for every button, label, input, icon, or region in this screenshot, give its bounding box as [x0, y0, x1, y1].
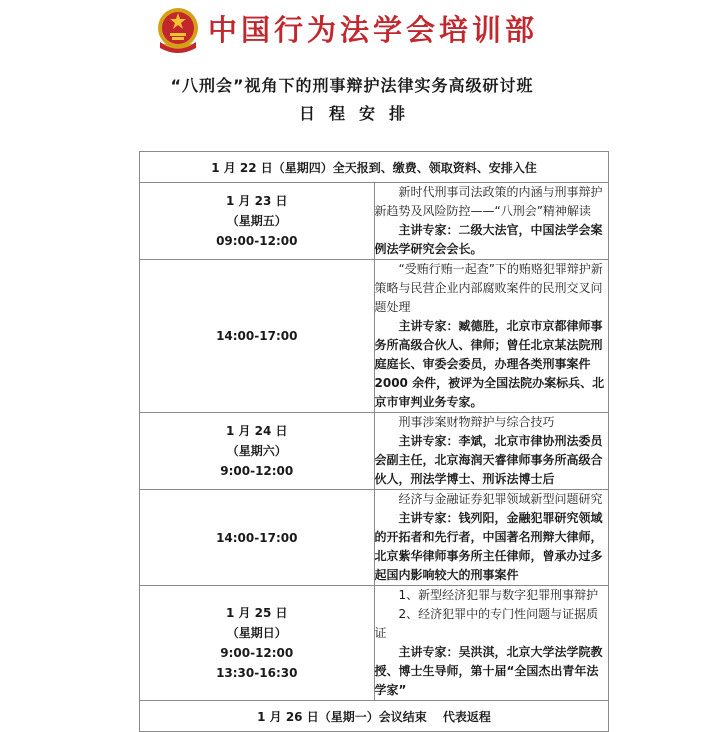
table-row: [140, 260, 609, 413]
weekday-label: （星期六）: [226, 444, 287, 458]
session-topic: 经济与金融证券犯罪领域新型问题研究: [398, 492, 603, 506]
session-cell: [374, 260, 609, 413]
table-row: [140, 152, 609, 183]
session-speaker: 主讲专家：李斌，北京市律协刑法委员会副主任，北京海润天睿律师事务所高级合伙人，刑法学博士、刑诉法博士后: [374, 434, 603, 486]
session-speaker: 主讲专家：吴洪淇，北京大学法学院教授、博士生导师，第十届“全国杰出青年法学家”: [374, 645, 603, 697]
table-row: [140, 701, 609, 732]
document-subtitle: 日程安排: [298, 104, 419, 123]
time-label: 9:00-12:00: [220, 646, 294, 660]
date-cell: [140, 413, 375, 490]
session-topic: 2、经济犯罪中的专门性问题与证据质证: [374, 607, 599, 640]
session-speaker: 主讲专家：臧德胜，北京市京都律师事务所高级合伙人、律师；曾任北京某法院刑庭庭长、审委会委员，办理各类刑事案件 2000 余件，被评为全国法院办案标兵、北京市审判业务专家。: [374, 319, 605, 409]
date-label: 1 月 25 日: [225, 606, 288, 620]
weekday-label: （星期五）: [226, 214, 287, 228]
session-topic: 新时代刑事司法政策的内涵与刑事辩护新趋势及风险防控——“八刑会”精神解读: [374, 185, 603, 218]
arrival-day-cell: 1 月 22 日（星期四）全天报到、缴费、领取资料、安排入住: [140, 152, 609, 183]
table-row: [140, 490, 609, 586]
date-label: 1 月 23 日: [225, 194, 288, 208]
date-label: 1 月 24 日: [225, 424, 288, 438]
date-cell: [140, 490, 375, 586]
document-title: “八刑会”视角下的刑事辩护法律实务高级研讨班: [170, 76, 534, 95]
court-emblem-icon: [156, 4, 200, 56]
date-cell: [140, 260, 375, 413]
org-name: 中国行为法学会培训部: [208, 13, 539, 47]
time-label: 9:00-12:00: [220, 464, 294, 478]
departure-day-cell: 1 月 26 日（星期一）会议结束 代表返程: [140, 701, 609, 732]
session-cell: [374, 413, 609, 490]
time-label: 14:00-17:00: [216, 329, 298, 343]
schedule-table: [139, 151, 609, 732]
table-row: [140, 586, 609, 701]
header: [0, 0, 704, 62]
session-speaker: 主讲专家：钱列阳，金融犯罪研究领域的开拓者和先行者，中国著名刑辩大律师，北京紫华律师事务所主任律师，曾承办过多起国内影响较大的刑事案件: [374, 511, 603, 582]
table-row: [140, 183, 609, 260]
time-label: 14:00-17:00: [216, 530, 298, 545]
time-label: 13:30-16:30: [216, 666, 298, 680]
weekday-label: （星期日）: [226, 626, 287, 640]
date-cell: [140, 183, 375, 260]
session-cell: [374, 586, 609, 701]
table-row: [140, 413, 609, 490]
session-cell: [374, 183, 609, 260]
session-speaker: 主讲专家：二级大法官，中国法学会案例法学研究会会长。: [374, 223, 603, 256]
time-label: 09:00-12:00: [216, 234, 298, 248]
session-topic: 刑事涉案财物辩护与综合技巧: [398, 415, 555, 429]
session-topic: 1、新型经济犯罪与数字犯罪刑事辩护: [398, 588, 599, 602]
session-cell: [374, 490, 609, 586]
session-topic: “受贿行贿一起查”下的贿赂犯罪辩护新策略与民营企业内部腐败案件的民刑交叉问题处理: [374, 262, 603, 314]
date-cell: [140, 586, 375, 701]
